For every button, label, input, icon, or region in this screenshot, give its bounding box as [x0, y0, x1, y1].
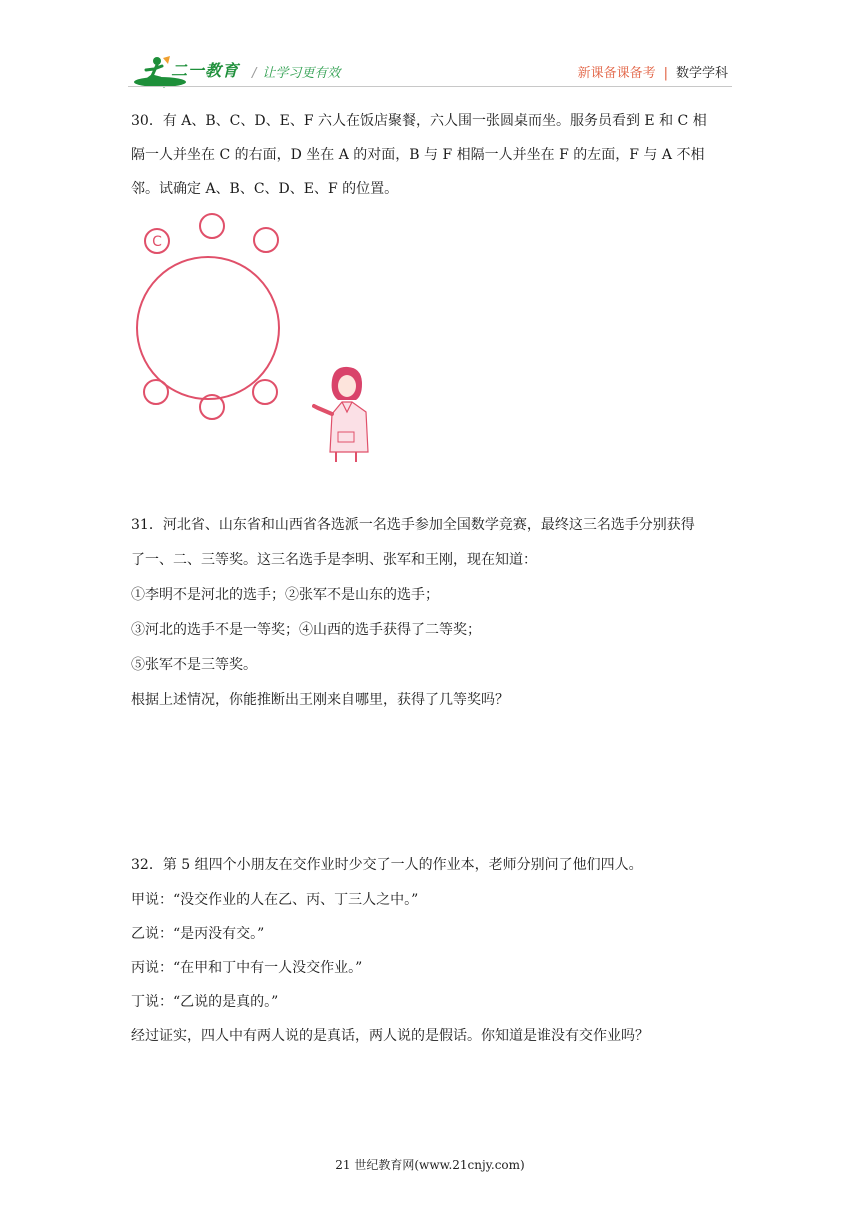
seat-label-c: C	[152, 234, 162, 250]
round-table	[137, 257, 279, 399]
q31-line-5: ⑤张军不是三等奖。	[131, 657, 257, 673]
q32-line-6: 经过证实，四人中有两人说的是真话，两人说的是假话。你知道是谁没有交作业吗？	[131, 1028, 649, 1044]
q30-line-3: 邻。试确定 A、B、C、D、E、F 的位置。	[131, 181, 399, 197]
slogan: / 让学习更有效	[252, 66, 341, 81]
q31-line-2: 了一、二、三等奖。这三名选手是李明、张军和王刚，现在知道：	[131, 552, 537, 568]
q30-line-2: 隔一人并坐在 C 的右面，D 坐在 A 的对面，B 与 F 相隔一人并坐在 F 的左面，F 与 A 不相	[131, 147, 705, 163]
q30-line-1: 30．有 A、B、C、D、E、F 六人在饭店聚餐，六人围一张圆桌而坐。服务员看到 E 和 C 相	[131, 113, 707, 129]
q32-line-5: 丁说：“乙说的是真的。”	[131, 994, 279, 1010]
seat-bottom-left	[144, 380, 168, 404]
seat-top-center	[200, 214, 224, 238]
logo-text: 二一教育	[171, 61, 240, 80]
header-right	[578, 62, 728, 81]
page-header	[0, 0, 860, 100]
q31-line-1: 31．河北省、山东省和山西省各选派一名选手参加全国数学竞赛，最终这三名选手分别获得	[131, 517, 695, 533]
header-divider	[128, 86, 732, 87]
q32-line-4: 丙说：“在甲和丁中有一人没交作业。”	[131, 960, 363, 976]
slogan-text: 让学习更有效	[262, 66, 341, 81]
q32-line-1: 32．第 5 组四个小朋友在交作业时少交了一人的作业本，老师分别问了他们四人。	[131, 857, 643, 873]
q31-line-6: 根据上述情况，你能推断出王刚来自哪里，获得了几等奖吗？	[131, 692, 509, 708]
q31-line-3: ①李明不是河北的选手；②张军不是山东的选手；	[131, 587, 439, 603]
seat-top-right	[254, 228, 278, 252]
q32-line-2: 甲说：“没交作业的人在乙、丙、丁三人之中。”	[131, 892, 419, 908]
q31-line-4: ③河北的选手不是一等奖；④山西的选手获得了二等奖；	[131, 622, 481, 638]
seat-bottom-right	[253, 380, 277, 404]
page-footer: 21 世纪教育网(www.21cnjy.com)	[335, 1158, 525, 1172]
header-course: 新课备课备考	[577, 66, 656, 81]
q32-line-3: 乙说：“是丙没有交。”	[131, 926, 265, 942]
header-subject: 数学学科	[675, 66, 728, 81]
teacher-illustration-icon	[312, 362, 382, 467]
header-separator: |	[663, 66, 668, 81]
